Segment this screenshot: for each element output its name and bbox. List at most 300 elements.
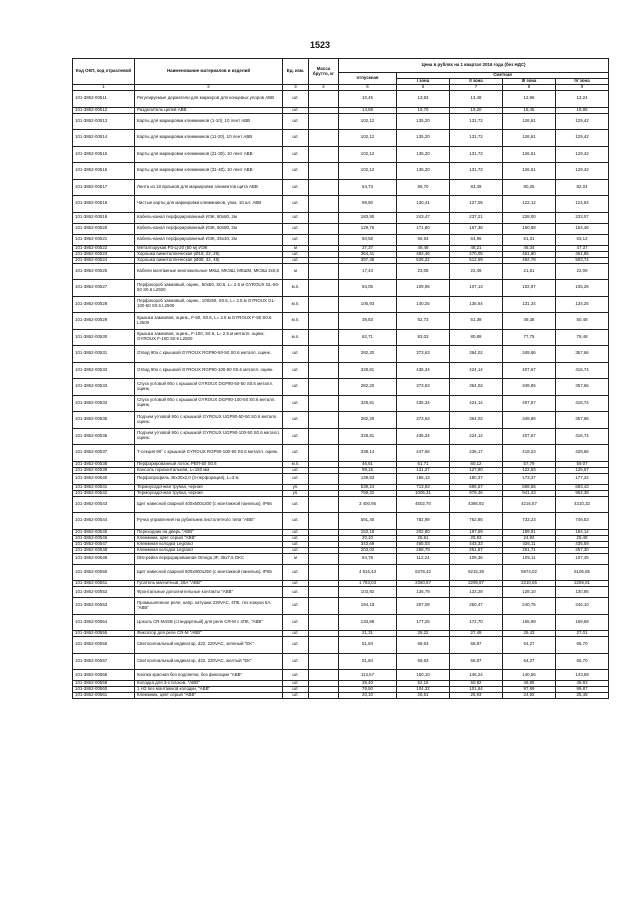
row-code: 101-3862-00523 xyxy=(73,251,135,257)
row-name: Переходник на дверь "ABB" xyxy=(135,529,283,535)
row-name: Щит навесной сварной 600х800х250 (с монтажной панелью), IP65 xyxy=(135,564,283,581)
row-price-p7: 27,49 xyxy=(450,631,503,637)
row-name: Разделитель цепей ABB xyxy=(135,107,283,113)
row-price-p5: 3 400,95 xyxy=(339,496,397,513)
row-code: 101-3862-00544 xyxy=(73,513,135,530)
row-price-p9: 246,10 xyxy=(556,598,609,615)
row-price-p6: 130,41 xyxy=(397,196,450,213)
row-price-p7: 83,49 xyxy=(450,179,503,196)
header-unit: Ед. изм. xyxy=(283,59,309,85)
row-price-p9: 25,48 xyxy=(556,693,609,699)
row-unit: шт. xyxy=(283,535,309,541)
row-mass xyxy=(309,637,339,654)
row-price-p5: 39,83 xyxy=(339,313,397,330)
row-name: Крышка замковая, оцинк., F-100, S0.6, L= 2.5 м металл. оцинк. GYROUX F-100 S0.6 L2500 xyxy=(135,329,283,346)
row-price-p7: 4386,92 xyxy=(450,496,503,513)
row-price-p6: 373,63 xyxy=(397,412,450,429)
row-price-p7: 146,24 xyxy=(450,670,503,681)
row-code: 101-3862-00548 xyxy=(73,547,135,553)
row-code: 101-3862-00537 xyxy=(73,445,135,462)
row-price-p8: 407,67 xyxy=(503,362,556,379)
row-name: Подъем угловой 90о с крышкой GYROUX UGP90-100-50 S0.6 металл. оцинк. xyxy=(135,428,283,445)
row-code: 101-3862-00520 xyxy=(73,223,135,234)
row-unit: шт. xyxy=(283,362,309,379)
row-code: 101-3862-00534 xyxy=(73,395,135,412)
row-code: 101-3862-00515 xyxy=(73,146,135,163)
row-price-p9: 65,70 xyxy=(556,637,609,654)
row-name: Щит навесной сварной 400х600х200 (с монтажной панелью), IP66 xyxy=(135,496,283,513)
price-table-body xyxy=(73,91,609,699)
table-row xyxy=(73,329,609,346)
row-code: 101-3862-00538 xyxy=(73,461,135,467)
row-name: 1 НЗ без монтажной колодки, "ABB" xyxy=(135,687,283,693)
row-code: 101-3862-00557 xyxy=(73,653,135,670)
row-price-p6: 66,93 xyxy=(397,234,450,245)
row-code: 101-3862-00545 xyxy=(73,529,135,535)
row-name: Светосигнальный индикатор, d22, 220VAC, желтый "EK" xyxy=(135,653,283,670)
row-price-p5: 282,20 xyxy=(339,379,397,396)
row-price-p6: 136,79 xyxy=(397,587,450,598)
row-price-p9: 416,74 xyxy=(556,428,609,445)
row-unit: м.п. xyxy=(283,296,309,313)
row-unit: шт. xyxy=(283,91,309,108)
row-code: 101-3862-00528 xyxy=(73,296,135,313)
row-name: Лента из 18 ярлыков для маркировки элементов щита ABB xyxy=(135,179,283,196)
table-row xyxy=(73,130,609,147)
row-name: Гусатель магнитный, 26А "ABB" xyxy=(135,581,283,587)
row-price-p7: 762,85 xyxy=(450,513,503,530)
row-price-p7: 131,72 xyxy=(450,113,503,130)
row-price-p7: 22,49 xyxy=(450,263,503,280)
row-code: 101-3862-00560 xyxy=(73,687,135,693)
row-price-p8: 733,23 xyxy=(503,513,556,530)
row-code: 101-3862-00525 xyxy=(73,263,135,280)
table-row xyxy=(73,670,609,681)
row-unit: шт. xyxy=(283,598,309,615)
row-price-p8: 451,80 xyxy=(503,251,556,257)
row-name: Кнопка красная без подсветки, без фиксации "ABB" xyxy=(135,670,283,681)
row-code: 101-3862-00512 xyxy=(73,107,135,113)
row-unit: шт. xyxy=(283,653,309,670)
row-price-p8: 349,86 xyxy=(503,346,556,363)
table-row xyxy=(73,296,609,313)
row-price-p6: 28,22 xyxy=(397,631,450,637)
row-mass xyxy=(309,473,339,484)
row-price-p8: 97,69 xyxy=(503,687,556,693)
row-unit: м.п. xyxy=(283,461,309,467)
row-price-p8: 126,61 xyxy=(503,146,556,163)
row-price-p8: 21,61 xyxy=(503,263,556,280)
row-price-p9: 129,42 xyxy=(556,146,609,163)
table-row xyxy=(73,553,609,564)
row-name: Перфокороб замковый, оцинк., 100х50, S0.6, L= 2.5 м GYROUX GL-100-50 S0.6 L2500 xyxy=(135,296,283,313)
row-code: 101-3862-00556 xyxy=(73,637,135,654)
row-price-p5: 51,84 xyxy=(339,653,397,670)
row-price-p5: 1 783,03 xyxy=(339,581,397,587)
row-price-p9: 25,48 xyxy=(556,535,609,541)
row-unit: шт. xyxy=(283,529,309,535)
row-name: Чистые карты для маркировки клеммников, упак. 10 шт. ABB xyxy=(135,196,283,213)
row-price-p8: 189,91 xyxy=(503,529,556,535)
row-price-p7: 48,21 xyxy=(450,245,503,251)
row-price-p7: 695,57 xyxy=(450,484,503,490)
row-name: Кабель-канал перфорированный ИЭК, 25х40, 2м xyxy=(135,234,283,245)
table-row xyxy=(73,564,609,581)
row-name: Карты для маркировки клеммников (11-20), 10 лент ABB xyxy=(135,130,283,147)
row-mass xyxy=(309,362,339,379)
row-name: Кабель-канал перфорированный ИЭК, 60х80, 2м xyxy=(135,223,283,234)
row-price-p8: 24,92 xyxy=(503,535,556,541)
row-name: Клеммник, цвет серый "ABB" xyxy=(135,693,283,699)
row-price-p5: 62,71 xyxy=(339,329,397,346)
row-unit: шт. xyxy=(283,251,309,257)
row-unit: шт. xyxy=(283,379,309,396)
row-mass xyxy=(309,564,339,581)
row-price-p9: 129,42 xyxy=(556,163,609,180)
table-row xyxy=(73,313,609,330)
table-row xyxy=(73,223,609,234)
table-row xyxy=(73,362,609,379)
row-name: Ручка управления на рубильник пистолетного типа "ABB" xyxy=(135,513,283,530)
row-price-p7: 167,38 xyxy=(450,223,503,234)
row-price-p8: 48,85 xyxy=(503,681,556,687)
row-price-p5: 78,50 xyxy=(339,687,397,693)
row-price-p5: 99,15 xyxy=(339,467,397,473)
row-price-p8: 102,97 xyxy=(503,280,556,297)
row-price-p5: 20,10 xyxy=(339,693,397,699)
row-price-p7: 131,72 xyxy=(450,130,503,147)
row-price-p5: 64,73 xyxy=(339,179,397,196)
row-price-p7: 66,87 xyxy=(450,653,503,670)
row-price-p5: 102,12 xyxy=(339,130,397,147)
row-price-p5: 328,81 xyxy=(339,362,397,379)
row-mass xyxy=(309,146,339,163)
row-price-p8: 251,71 xyxy=(503,547,556,553)
row-mass xyxy=(309,163,339,180)
row-code: 101-3862-00542 xyxy=(73,490,135,496)
row-price-p9: 416,74 xyxy=(556,362,609,379)
row-price-p9: 79,48 xyxy=(556,329,609,346)
row-price-p5: 20,10 xyxy=(339,535,397,541)
row-price-p6: 435,34 xyxy=(397,428,450,445)
row-price-p7: 60,12 xyxy=(450,461,503,467)
row-price-p9: 357,66 xyxy=(556,346,609,363)
row-unit: шт. xyxy=(283,693,309,699)
row-name: Хорошка биметаллическая (Ø38, 42, 48) xyxy=(135,257,283,263)
row-price-p6: 52,16 xyxy=(397,681,450,687)
row-name: Т-секция 90° с крышкой GYROUX RGP90-100-50 S0.6 металл. оцинк. xyxy=(135,445,283,462)
row-code: 101-3862-00559 xyxy=(73,681,135,687)
table-row xyxy=(73,445,609,462)
row-price-p5: 102,12 xyxy=(339,163,397,180)
row-price-p6: 135,20 xyxy=(397,113,450,130)
row-code: 101-3862-00549 xyxy=(73,553,135,564)
row-name: Консоль горизонтальная, L=150 мм xyxy=(135,467,283,473)
row-price-p7: 19,20 xyxy=(450,107,503,113)
table-row xyxy=(73,346,609,363)
row-price-p5: 98,50 xyxy=(339,196,397,213)
row-price-p9: 177,22 xyxy=(556,473,609,484)
row-code: 101-3862-00541 xyxy=(73,484,135,490)
row-price-p7: 180,37 xyxy=(450,473,503,484)
row-price-p5: 282,20 xyxy=(339,412,397,429)
row-price-p7: 364,02 xyxy=(450,346,503,363)
row-price-p8: 426,11 xyxy=(503,541,556,547)
row-price-p7: 51,38 xyxy=(450,313,503,330)
row-unit: шт. xyxy=(283,196,309,213)
column-index: 4 xyxy=(309,85,339,91)
row-price-p8: 24,92 xyxy=(503,693,556,699)
row-price-p7: 101,64 xyxy=(450,687,503,693)
row-price-p8: 64,27 xyxy=(503,653,556,670)
row-price-p9: 683,43 xyxy=(556,484,609,490)
row-name: Перфопрофиль 45х30х2,0 (3-перфорация), L=3 м xyxy=(135,473,283,484)
table-row xyxy=(73,234,609,245)
row-price-p6: 19,70 xyxy=(397,107,450,113)
row-code: 101-3862-00555 xyxy=(73,631,135,637)
row-price-p8: 18,45 xyxy=(503,107,556,113)
row-price-p6: 4502,70 xyxy=(397,496,450,513)
row-price-p9: 169,68 xyxy=(556,614,609,631)
row-price-p6: 435,34 xyxy=(397,395,450,412)
row-price-p8: 140,56 xyxy=(503,670,556,681)
row-price-p6: 713,93 xyxy=(397,484,450,490)
row-price-p9: 65,70 xyxy=(556,653,609,670)
row-mass xyxy=(309,346,339,363)
row-price-p9: 63,12 xyxy=(556,234,609,245)
row-price-p7: 80,89 xyxy=(450,329,503,346)
page-number: 1523 xyxy=(309,40,331,50)
row-name: Карты для маркировки клеммников (1-10), 10 лент ABB xyxy=(135,113,283,130)
row-name: Спуск угловой 90о с крышкой GYROUX DGP90-100-50 S0.6 металл. оцинк. xyxy=(135,395,283,412)
row-price-p9: 47,37 xyxy=(556,245,609,251)
row-price-p8: 122,12 xyxy=(503,196,556,213)
row-mass xyxy=(309,223,339,234)
row-price-p5: 10,45 xyxy=(339,91,397,108)
row-price-p5: 103,92 xyxy=(339,587,397,598)
row-name: Отвод 90о с крышкой GYROUX RGP90-50-50 S0.6 металл. оцинк. xyxy=(135,346,283,363)
row-price-p7: 237,21 xyxy=(450,212,503,223)
row-price-p7: 13,48 xyxy=(450,91,503,108)
row-price-p6: 83,03 xyxy=(397,329,450,346)
row-price-p8: 61,31 xyxy=(503,234,556,245)
row-price-p5: 328,81 xyxy=(339,428,397,445)
row-price-p6: 257,08 xyxy=(397,598,450,615)
row-price-p8: 349,86 xyxy=(503,412,556,429)
header-price-group: Цена в рублях на 1 квартал 2016 года (без НДС) xyxy=(339,59,609,73)
row-price-p6: 13,83 xyxy=(397,91,450,108)
row-mass xyxy=(309,263,339,280)
row-price-p9: 105,26 xyxy=(556,280,609,297)
row-price-p5: 203,02 xyxy=(339,547,397,553)
row-unit: шт. xyxy=(283,445,309,462)
row-price-p8: 419,23 xyxy=(503,445,556,462)
row-price-p5: 105,93 xyxy=(339,296,397,313)
header-estimate-price: Сметная xyxy=(397,73,609,79)
row-price-p6: 782,99 xyxy=(397,513,450,530)
row-price-p6: 68,63 xyxy=(397,637,450,654)
row-price-p7: 979,46 xyxy=(450,490,503,496)
table-row xyxy=(73,146,609,163)
row-mass xyxy=(309,212,339,223)
row-price-p9: 416,74 xyxy=(556,395,609,412)
row-name: Термоусадочная трубка, черная xyxy=(135,484,283,490)
row-price-p9: 503,74 xyxy=(556,257,609,263)
row-price-p6: 373,63 xyxy=(397,379,450,396)
row-name: Клеммная колодка Legrand xyxy=(135,547,283,553)
row-price-p5: 17,43 xyxy=(339,263,397,280)
row-code: 101-3862-00522 xyxy=(73,245,135,251)
row-mass xyxy=(309,91,339,108)
row-price-p5: 133,88 xyxy=(339,614,397,631)
row-price-p6: 104,32 xyxy=(397,687,450,693)
row-price-p7: 470,05 xyxy=(450,251,503,257)
row-price-p8: 941,43 xyxy=(503,490,556,496)
row-price-p6: 447,68 xyxy=(397,445,450,462)
row-name: Перфокороб замковый, оцинк., 50х50, S0.6, L= 2.5 м GYROUX GL-50-50 S0.6 L2500 xyxy=(135,280,283,297)
row-price-p5: 194,18 xyxy=(339,598,397,615)
row-price-p5: 83,05 xyxy=(339,280,397,297)
row-price-p7: 364,02 xyxy=(450,412,503,429)
row-unit: шт. xyxy=(283,113,309,130)
row-price-p5: 591,40 xyxy=(339,513,397,530)
row-mass xyxy=(309,379,339,396)
table-row xyxy=(73,513,609,530)
row-mass xyxy=(309,395,339,412)
row-price-p7: 512,69 xyxy=(450,257,503,263)
row-price-p5: 113,57 xyxy=(339,670,397,681)
row-price-p8: 5974,02 xyxy=(503,564,556,581)
row-price-p8: 105,11 xyxy=(503,553,556,564)
row-price-p6: 131,27 xyxy=(397,467,450,473)
row-price-p8: 128,10 xyxy=(503,587,556,598)
row-price-p9: 50,48 xyxy=(556,313,609,330)
header-zone-3: III зона xyxy=(503,79,556,85)
row-mass xyxy=(309,329,339,346)
row-price-p8: 77,75 xyxy=(503,329,556,346)
row-price-p8: 122,93 xyxy=(503,467,556,473)
row-price-p6: 150,10 xyxy=(397,670,450,681)
row-price-p8: 349,86 xyxy=(503,379,556,396)
row-unit: м.п. xyxy=(283,313,309,330)
row-price-p5: 39,40 xyxy=(339,681,397,687)
row-price-p6: 6379,42 xyxy=(397,564,450,581)
row-price-p5: 14,88 xyxy=(339,107,397,113)
row-unit: шт. xyxy=(283,637,309,654)
row-price-p6: 373,63 xyxy=(397,346,450,363)
row-price-p6: 140,25 xyxy=(397,296,450,313)
row-unit: шт. xyxy=(283,234,309,245)
row-price-p7: 64,86 xyxy=(450,234,503,245)
row-price-p6: 135,20 xyxy=(397,146,450,163)
row-unit: уп. xyxy=(283,484,309,490)
row-code: 101-3862-00531 xyxy=(73,346,135,363)
row-price-p9: 129,42 xyxy=(556,130,609,147)
row-unit: шт. xyxy=(283,395,309,412)
row-price-p9: 461,85 xyxy=(556,251,609,257)
table-row xyxy=(73,91,609,108)
row-name: Отвод 90о с крышкой GYROUX RGP90-100-50 S0.6 металл. оцинк. xyxy=(135,362,283,379)
row-unit: шт. xyxy=(283,564,309,581)
table-row xyxy=(73,587,609,598)
header-code: Код ОКП, код отраслевой xyxy=(73,59,135,85)
row-price-p5: 37,37 xyxy=(339,245,397,251)
row-price-p9: 194,14 xyxy=(556,529,609,535)
row-name: Колодка для 3-х блоков, "ABB" xyxy=(135,681,283,687)
row-code: 101-3862-00529 xyxy=(73,313,135,330)
row-code: 101-3862-00511 xyxy=(73,91,135,108)
row-unit: шт. xyxy=(283,496,309,513)
row-mass xyxy=(309,113,339,130)
row-mass xyxy=(309,296,339,313)
row-price-p8: 64,27 xyxy=(503,637,556,654)
row-unit: м.п. xyxy=(283,280,309,297)
row-price-p9: 962,38 xyxy=(556,490,609,496)
row-price-p9: 435,59 xyxy=(556,541,609,547)
header-name: Наименование материалов и изделий xyxy=(135,59,283,85)
row-code: 101-3862-00532 xyxy=(73,362,135,379)
row-price-p6: 526,22 xyxy=(397,257,450,263)
row-price-p8: 26,43 xyxy=(503,631,556,637)
row-price-p7: 197,59 xyxy=(450,529,503,535)
row-price-p9: 59,07 xyxy=(556,461,609,467)
row-price-p5: 183,90 xyxy=(339,212,397,223)
row-unit: шт. xyxy=(283,473,309,484)
row-unit: м xyxy=(283,553,309,564)
row-unit: шт. xyxy=(283,670,309,681)
row-price-p9: 129,42 xyxy=(556,113,609,130)
row-price-p9: 107,45 xyxy=(556,553,609,564)
column-index: 6 xyxy=(397,85,450,91)
row-price-p7: 2299,97 xyxy=(450,581,503,587)
row-unit: уп. xyxy=(283,490,309,496)
row-unit: шт. xyxy=(283,541,309,547)
header-zone-1: I зона xyxy=(397,79,450,85)
row-price-p6: 2360,67 xyxy=(397,581,450,587)
row-price-p7: 424,14 xyxy=(450,362,503,379)
row-price-p5: 46,61 xyxy=(339,461,397,467)
row-price-p7: 131,72 xyxy=(450,163,503,180)
row-price-p5: 343,69 xyxy=(339,541,397,547)
row-unit: шт. xyxy=(283,412,309,429)
row-price-p6: 482,46 xyxy=(397,251,450,257)
row-name: Промышленное реле, напр. катушки 230VAC, 4ПК, тех кожухи 5А, "ABB" xyxy=(135,598,283,615)
row-unit: шт. xyxy=(283,223,309,234)
row-code: 101-3862-00514 xyxy=(73,130,135,147)
row-code: 101-3862-00558 xyxy=(73,670,135,681)
row-code: 101-3862-00518 xyxy=(73,196,135,213)
row-price-p5: 759,32 xyxy=(339,490,397,496)
row-price-p8: 407,67 xyxy=(503,428,556,445)
row-price-p5: 102,12 xyxy=(339,146,397,163)
header-mass: Масса брутто, кг xyxy=(309,59,339,85)
row-price-p8: 126,61 xyxy=(503,130,556,147)
row-code: 101-3862-00551 xyxy=(73,581,135,587)
row-code: 101-3862-00550 xyxy=(73,564,135,581)
row-code: 101-3862-00527 xyxy=(73,280,135,297)
row-price-p9: 82,04 xyxy=(556,179,609,196)
row-price-p5: 4 816,43 xyxy=(339,564,397,581)
row-mass xyxy=(309,553,339,564)
table-row xyxy=(73,653,609,670)
row-code: 101-3862-00540 xyxy=(73,473,135,484)
row-price-p8: 46,34 xyxy=(503,245,556,251)
row-price-p7: 127,90 xyxy=(450,467,503,473)
row-price-p5: 153,18 xyxy=(339,529,397,535)
row-mass xyxy=(309,412,339,429)
column-index: 9 xyxy=(556,85,609,91)
row-price-p7: 443,33 xyxy=(450,541,503,547)
